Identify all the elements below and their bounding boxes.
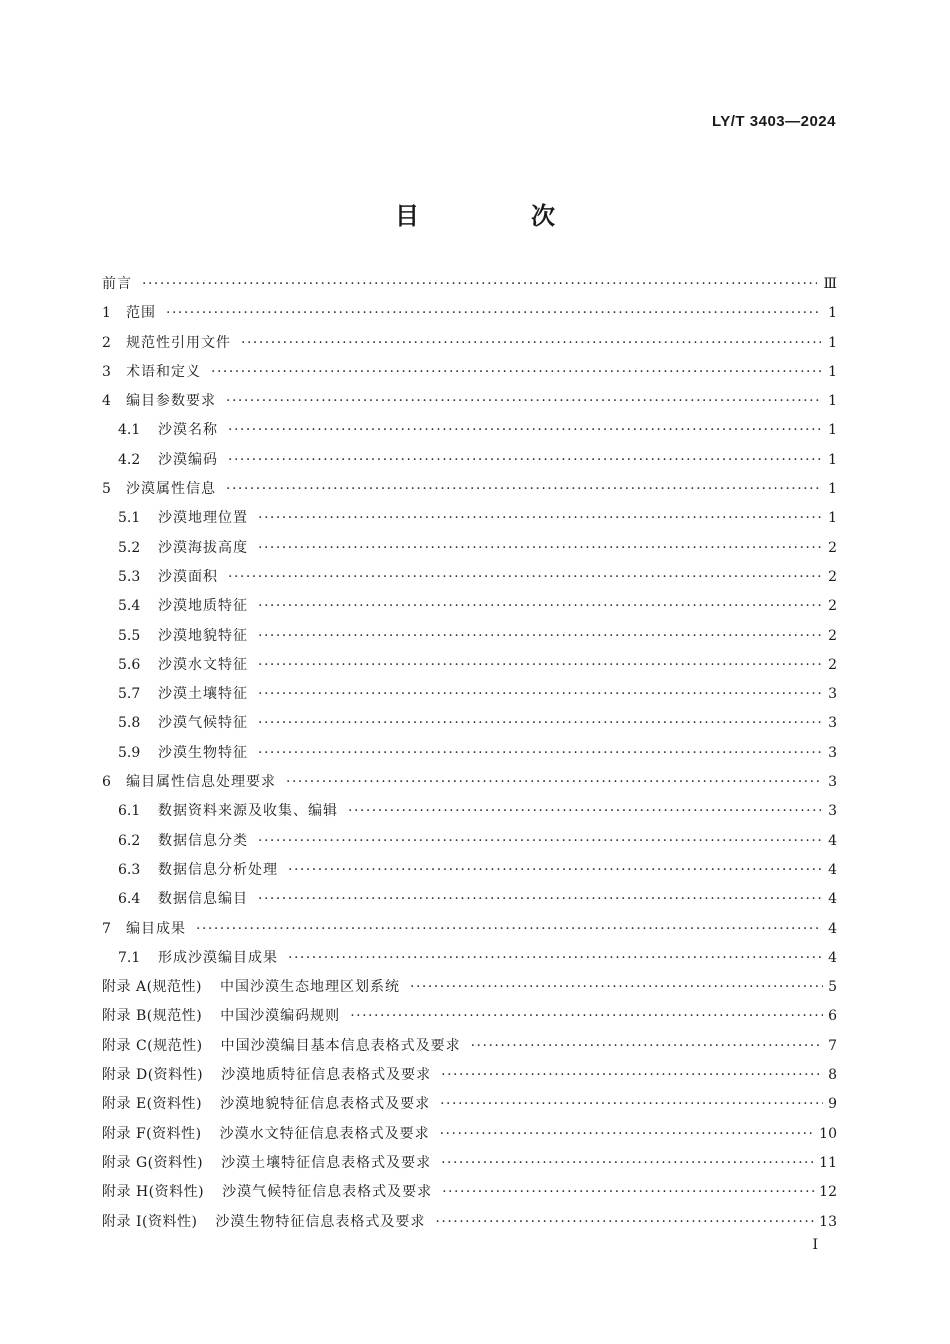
toc-entry-page: 1 (828, 393, 837, 410)
annex-kind: (资料性) (147, 1154, 204, 1171)
toc-entry-label: 数据信息分类 (158, 832, 248, 849)
toc-entry-number: 1 (102, 305, 111, 322)
dot-leader (211, 358, 821, 387)
annex-page: 12 (819, 1184, 837, 1201)
toc-entry[interactable] (102, 622, 837, 651)
toc-entry-label: 规范性引用文件 (126, 334, 231, 351)
toc-entry[interactable] (102, 563, 837, 592)
toc-entry-label: 沙漠地理位置 (158, 510, 248, 527)
annex-label: 沙漠土壤特征信息表格式及要求 (221, 1154, 432, 1171)
toc-entry-number: 7 (102, 920, 111, 937)
toc-entry-label: 沙漠气候特征 (158, 715, 248, 732)
dot-leader (258, 680, 821, 709)
toc-entry[interactable] (102, 387, 837, 416)
dot-leader (226, 387, 821, 416)
dot-leader (142, 270, 817, 299)
toc-entry-label: 形成沙漠编目成果 (158, 949, 278, 966)
toc-entry-page: 1 (828, 422, 837, 439)
annex-kind: (资料性) (148, 1184, 205, 1201)
toc-entry-number: 5 (102, 481, 111, 498)
dot-leader (350, 1002, 823, 1031)
dot-leader (196, 915, 821, 944)
toc-entry[interactable] (102, 885, 837, 914)
toc-annex-entry[interactable] (102, 1208, 837, 1237)
toc-entry-page: 4 (828, 832, 837, 849)
toc-entry-page: 2 (828, 568, 837, 585)
toc-annex-entry[interactable] (102, 1090, 837, 1119)
toc-entry-page: 3 (828, 715, 837, 732)
dot-leader (442, 1178, 815, 1207)
toc-entry[interactable] (102, 827, 837, 856)
toc-entry-label: 编目成果 (126, 920, 186, 937)
dot-leader (166, 299, 821, 328)
toc-entry[interactable] (102, 651, 837, 680)
page-title: 目 次 (395, 201, 599, 230)
toc-entry[interactable] (102, 592, 837, 621)
toc-entry-number: 5.9 (118, 744, 141, 761)
toc-entry-page: 2 (828, 656, 837, 673)
toc-entry-number: 6 (102, 774, 111, 791)
annex-label: 中国沙漠编码规则 (220, 1008, 341, 1025)
toc-entry-page: 1 (828, 305, 837, 322)
toc-entry-number: 6.2 (118, 832, 141, 849)
dot-leader (286, 768, 821, 797)
dot-leader (228, 563, 821, 592)
toc-entry-label: 沙漠生物特征 (158, 744, 248, 761)
dot-leader (228, 416, 821, 445)
toc-entry-number: 4.2 (118, 451, 141, 468)
toc-entry[interactable] (102, 475, 837, 504)
toc-annex-entry[interactable] (102, 1002, 837, 1031)
toc-entry[interactable] (102, 739, 837, 768)
toc-entry-page: 2 (828, 539, 837, 556)
toc-entry-label: 编目属性信息处理要求 (126, 774, 276, 791)
toc-entry-number: 5.4 (118, 598, 141, 615)
dot-leader (258, 534, 821, 563)
annex-kind: (规范性) (147, 1037, 203, 1054)
toc-entry-label: 前言 (102, 276, 132, 292)
toc-entry-label: 范围 (126, 305, 156, 322)
toc-entry-label: 沙漠地貌特征 (158, 627, 248, 644)
toc-entry-number: 5.2 (118, 539, 141, 556)
toc-entry-label: 沙漠海拔高度 (158, 539, 248, 556)
toc-entry-number: 6.3 (118, 861, 141, 878)
toc-entry[interactable] (102, 329, 837, 358)
toc-entry[interactable] (102, 534, 837, 563)
dot-leader (258, 504, 821, 533)
toc-entry-label: 数据信息编目 (158, 891, 248, 908)
toc-entry-page: 3 (828, 774, 837, 791)
dot-leader (258, 709, 821, 738)
toc-entry-page: 4 (828, 891, 837, 908)
annex-prefix: 附录 H (102, 1184, 149, 1201)
dot-leader (226, 475, 821, 504)
toc-entry-label: 沙漠属性信息 (126, 481, 216, 498)
toc-entry-page: 2 (828, 627, 837, 644)
toc-entry[interactable] (102, 915, 837, 944)
toc-entry-number: 7.1 (118, 949, 141, 966)
dot-leader (258, 592, 821, 621)
toc-entry[interactable] (102, 709, 837, 738)
toc-entry-label: 沙漠名称 (158, 422, 218, 439)
footer-page-number: Ⅰ (812, 1237, 818, 1253)
toc-entry[interactable] (102, 680, 837, 709)
toc-entry-page: 4 (828, 920, 837, 937)
annex-label: 中国沙漠生态地理区划系统 (220, 979, 400, 996)
toc-entry-number: 6.1 (118, 803, 141, 820)
toc-entry-page: 1 (828, 481, 837, 498)
annex-page: 11 (819, 1154, 837, 1171)
dot-leader (258, 622, 821, 651)
toc-entry-page: Ⅲ (823, 276, 837, 292)
toc-entry-number: 5.8 (118, 715, 141, 732)
annex-kind: (资料性) (147, 1067, 204, 1084)
toc-entry[interactable] (102, 768, 837, 797)
toc-entry-number: 5.6 (118, 656, 141, 673)
toc-entry-page: 4 (828, 949, 837, 966)
toc-entry-label: 沙漠面积 (158, 568, 218, 585)
toc-entry[interactable] (102, 504, 837, 533)
toc-entry-label: 术语和定义 (126, 363, 201, 380)
dot-leader (441, 1149, 815, 1178)
toc-entry-number: 4.1 (118, 422, 141, 439)
annex-page: 10 (819, 1125, 837, 1142)
annex-prefix: 附录 A (102, 979, 147, 996)
toc-entry-number: 3 (102, 363, 111, 380)
toc-entry-number: 5.5 (118, 627, 141, 644)
toc-entry-page: 1 (828, 451, 837, 468)
toc-entry-page: 1 (828, 334, 837, 351)
annex-label: 沙漠水文特征信息表格式及要求 (219, 1125, 430, 1142)
dot-leader (348, 797, 821, 826)
annex-prefix: 附录 G (102, 1154, 148, 1171)
toc-entry-label: 沙漠水文特征 (158, 656, 248, 673)
toc-entry[interactable] (102, 797, 837, 826)
toc-entry[interactable] (102, 416, 837, 445)
toc-entry-label: 数据资料来源及收集、编辑 (158, 803, 338, 820)
toc-entry-number: 2 (102, 334, 111, 351)
annex-label: 沙漠地貌特征信息表格式及要求 (220, 1096, 431, 1113)
toc-entry-number: 4 (102, 393, 111, 410)
annex-label: 沙漠地质特征信息表格式及要求 (221, 1067, 432, 1084)
dot-leader (258, 651, 821, 680)
toc-entry[interactable] (102, 270, 837, 299)
toc-entry-page: 4 (828, 861, 837, 878)
annex-kind: (资料性) (141, 1213, 198, 1230)
dot-leader (471, 1032, 823, 1061)
dot-leader (440, 1090, 823, 1119)
dot-leader (435, 1208, 815, 1237)
annex-prefix: 附录 D (102, 1067, 148, 1084)
toc-entry-label: 编目参数要求 (126, 393, 216, 410)
annex-page: 13 (819, 1213, 837, 1230)
toc-entry-label: 沙漠编码 (158, 451, 218, 468)
annex-prefix: 附录 E (102, 1096, 147, 1113)
annex-prefix: 附录 F (102, 1125, 147, 1142)
dot-leader (410, 973, 823, 1002)
dot-leader (288, 856, 821, 885)
dot-leader (288, 944, 821, 973)
annex-page: 9 (828, 1096, 837, 1113)
annex-kind: (资料性) (146, 1096, 203, 1113)
annex-page: 8 (828, 1067, 837, 1084)
annex-label: 沙漠生物特征信息表格式及要求 (215, 1213, 426, 1230)
dot-leader (228, 446, 821, 475)
toc-entry-label: 数据信息分析处理 (158, 861, 278, 878)
dot-leader (258, 885, 821, 914)
toc-annex-entry[interactable] (102, 1061, 837, 1090)
toc-entry-label: 沙漠地质特征 (158, 598, 248, 615)
annex-label: 沙漠气候特征信息表格式及要求 (222, 1184, 433, 1201)
annex-label: 中国沙漠编目基本信息表格式及要求 (220, 1037, 461, 1054)
annex-page: 5 (828, 979, 837, 996)
toc-entry-number: 5.3 (118, 568, 141, 585)
dot-leader (441, 1061, 823, 1090)
annex-kind: (规范性) (146, 1008, 203, 1025)
toc-entry[interactable] (102, 856, 837, 885)
toc-entry-number: 5.1 (118, 510, 141, 527)
toc-entry-page: 1 (828, 510, 837, 527)
toc-entry-page: 3 (828, 744, 837, 761)
table-of-contents (102, 270, 837, 1237)
toc-entry-page: 1 (828, 363, 837, 380)
annex-kind: (规范性) (146, 979, 202, 996)
toc-annex-entry[interactable] (102, 973, 837, 1002)
toc-annex-entry[interactable] (102, 1120, 837, 1149)
toc-entry[interactable] (102, 358, 837, 387)
standard-code: LY/T 3403—2024 (711, 113, 836, 130)
annex-prefix: 附录 C (102, 1037, 148, 1054)
toc-entry[interactable] (102, 299, 837, 328)
toc-entry-page: 3 (828, 803, 837, 820)
dot-leader (440, 1120, 816, 1149)
annex-prefix: 附录 B (102, 1008, 147, 1025)
dot-leader (258, 739, 821, 768)
toc-annex-entry[interactable] (102, 1149, 837, 1178)
annex-prefix: 附录 I (102, 1213, 142, 1230)
toc-entry[interactable] (102, 944, 837, 973)
toc-entry-page: 2 (828, 598, 837, 615)
annex-kind: (资料性) (146, 1125, 202, 1142)
annex-page: 6 (828, 1008, 837, 1025)
annex-page: 7 (828, 1037, 837, 1054)
dot-leader (258, 827, 821, 856)
toc-entry-number: 6.4 (118, 891, 141, 908)
dot-leader (241, 329, 821, 358)
toc-entry-number: 5.7 (118, 686, 141, 703)
toc-entry[interactable] (102, 446, 837, 475)
toc-annex-entry[interactable] (102, 1178, 837, 1207)
toc-annex-entry[interactable] (102, 1032, 837, 1061)
toc-entry-page: 3 (828, 686, 837, 703)
toc-entry-label: 沙漠土壤特征 (158, 686, 248, 703)
